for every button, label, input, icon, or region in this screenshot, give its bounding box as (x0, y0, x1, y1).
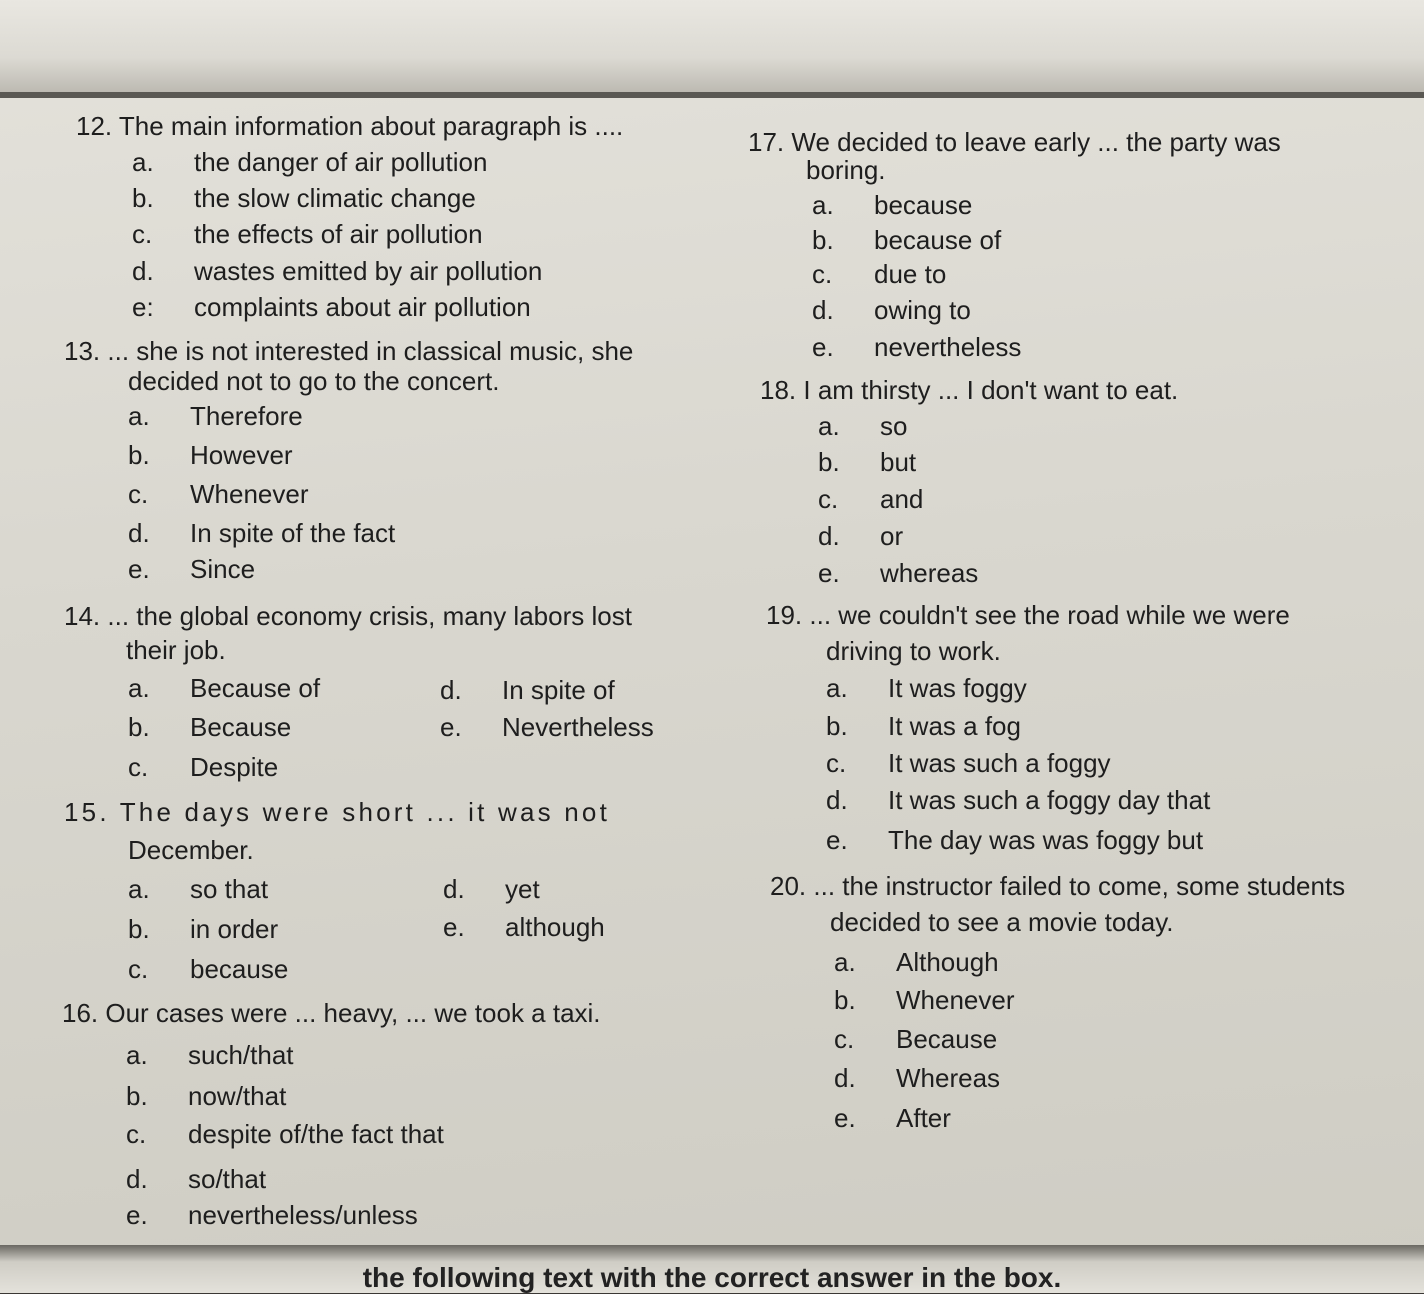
q14-option-c (128, 749, 278, 785)
q15-option-a (128, 871, 268, 907)
option-text: such/that (188, 1040, 294, 1070)
page-top-edge (0, 0, 1424, 96)
q15-option-c (128, 951, 288, 987)
q17-stem-line2: boring. (806, 155, 886, 185)
option-letter: c. (132, 219, 153, 249)
option-letter: b. (818, 447, 840, 477)
option-text: complaints about air pollution (194, 292, 531, 322)
option-text: so that (190, 874, 269, 904)
option-text: whereas (880, 558, 979, 588)
option-text: in order (190, 914, 279, 944)
q16-option-d (126, 1161, 266, 1197)
option-letter: e. (440, 712, 462, 742)
next-section-instruction: the following text with the correct answer in the box. (362, 1262, 1062, 1293)
option-letter: b. (826, 711, 848, 741)
option-letter: a. (818, 411, 840, 441)
option-text: nevertheless (874, 332, 1022, 362)
q20-option-d (834, 1060, 1000, 1096)
option-text: It was such a foggy day that (888, 785, 1211, 815)
option-letter: b. (126, 1081, 148, 1111)
q12-option-a (132, 144, 487, 180)
option-text: despite of/the fact that (188, 1119, 444, 1149)
option-text: owing to (874, 295, 971, 325)
option-text: the effects of air pollution (194, 219, 483, 249)
option-letter: c. (126, 1119, 147, 1149)
option-text: It was foggy (888, 673, 1027, 703)
option-text: Because (896, 1024, 998, 1054)
option-text: Therefore (190, 401, 303, 431)
q15-stem-line2: December. (128, 835, 254, 865)
option-letter: c. (128, 954, 149, 984)
option-letter: e. (812, 332, 834, 362)
option-text: Whereas (896, 1063, 1001, 1093)
option-letter: a. (128, 874, 150, 904)
option-letter: d. (132, 256, 154, 286)
q14-stem-line2: their job. (126, 635, 226, 665)
option-letter: a. (812, 190, 834, 220)
option-letter: a. (126, 1040, 148, 1070)
option-text: because (190, 954, 289, 984)
option-letter: a. (128, 401, 150, 431)
option-letter: a. (128, 673, 150, 703)
q13-option-c (128, 476, 309, 512)
option-text: or (880, 521, 904, 551)
q20-option-e (834, 1100, 951, 1136)
option-letter: c. (812, 259, 833, 289)
q15-option-e (443, 909, 605, 945)
option-text: the danger of air pollution (194, 147, 488, 177)
option-text: Because of (190, 673, 321, 703)
option-text: It was a fog (888, 711, 1021, 741)
q17-option-d (812, 292, 971, 328)
option-letter: b. (132, 183, 154, 213)
option-letter: e. (834, 1103, 856, 1133)
option-text: but (880, 447, 917, 477)
q15-option-b (128, 911, 278, 947)
q15-stem-line1: 15. The days were short ... it was not (64, 797, 610, 827)
option-letter: c. (826, 748, 847, 778)
q19-option-e (826, 822, 1203, 858)
option-letter: d. (443, 874, 465, 904)
q14-option-a (128, 670, 320, 706)
q20-stem-line2: decided to see a movie today. (830, 907, 1174, 937)
option-text: wastes emitted by air pollution (194, 256, 543, 286)
q13-stem-line1: 13. ... she is not interested in classical music, she (64, 336, 634, 366)
option-text: yet (505, 874, 540, 904)
option-text: due to (874, 259, 947, 289)
option-text: However (190, 440, 293, 470)
option-text: although (505, 912, 605, 942)
option-text: In spite of (502, 675, 615, 705)
option-text: Whenever (896, 985, 1015, 1015)
option-letter: b. (128, 712, 150, 742)
q20-option-c (834, 1021, 997, 1057)
option-letter: b. (128, 440, 150, 470)
option-letter: d. (128, 518, 150, 548)
q19-option-b (826, 708, 1021, 744)
q13-option-d (128, 515, 395, 551)
option-letter: d. (818, 521, 840, 551)
q19-option-d (826, 782, 1210, 818)
q16-option-b (126, 1078, 286, 1114)
option-text: Despite (190, 752, 279, 782)
q18-option-e (818, 555, 978, 591)
option-text: After (896, 1103, 951, 1133)
option-letter: b. (834, 985, 856, 1015)
q12-option-d (132, 253, 542, 289)
q13-stem-line2: decided not to go to the concert. (128, 366, 500, 396)
q18-option-d (818, 518, 903, 554)
option-text: now/that (188, 1081, 287, 1111)
option-text: Because (190, 712, 292, 742)
q14-option-d (440, 672, 615, 708)
option-letter: d. (834, 1063, 856, 1093)
q19-option-a (826, 670, 1027, 706)
option-letter: b. (812, 225, 834, 255)
option-text: Whenever (190, 479, 309, 509)
option-letter: a. (132, 147, 154, 177)
option-letter: c. (128, 479, 149, 509)
q13-option-b (128, 437, 293, 473)
q12-stem: 12. The main information about paragraph is .... (76, 111, 624, 141)
q14-option-e (440, 709, 654, 745)
option-text: so/that (188, 1164, 267, 1194)
q13-option-e (128, 551, 255, 587)
option-letter: b. (128, 914, 150, 944)
option-letter: a. (826, 673, 848, 703)
option-letter: c. (128, 752, 149, 782)
option-text: because of (874, 225, 1002, 255)
q14-option-b (128, 709, 291, 745)
q18-stem: 18. I am thirsty ... I don't want to eat. (760, 375, 1179, 405)
q17-option-e (812, 329, 1021, 365)
option-letter: e. (126, 1200, 148, 1230)
q18-option-a (818, 408, 907, 444)
q12-option-e (132, 289, 531, 325)
option-letter: e. (443, 912, 465, 942)
q19-option-c (826, 745, 1111, 781)
q17-stem-line1: 17. We decided to leave early ... the party was (748, 127, 1281, 157)
option-text: so (880, 411, 908, 441)
q18-option-b (818, 444, 916, 480)
option-text: In spite of the fact (190, 518, 396, 548)
option-text: It was such a foggy (888, 748, 1111, 778)
option-letter: d. (826, 785, 848, 815)
option-letter: d. (812, 295, 834, 325)
option-text: Since (190, 554, 256, 584)
option-letter: c. (834, 1024, 855, 1054)
q16-stem: 16. Our cases were ... heavy, ... we took a taxi. (62, 998, 601, 1028)
q20-option-a (834, 944, 999, 980)
q19-stem-line2: driving to work. (826, 636, 1001, 666)
option-text: the slow climatic change (194, 183, 476, 213)
option-letter: e. (128, 554, 150, 584)
option-text: and (880, 484, 924, 514)
option-text: Although (896, 947, 999, 977)
q17-option-c (812, 256, 946, 292)
q16-option-c (126, 1116, 444, 1152)
option-letter: d. (440, 675, 462, 705)
q17-option-a (812, 187, 972, 223)
q12-option-c (132, 216, 483, 252)
option-letter: e. (818, 558, 840, 588)
option-letter: a. (834, 947, 856, 977)
q20-option-b (834, 982, 1015, 1018)
option-letter: c. (818, 484, 839, 514)
q16-option-a (126, 1037, 294, 1073)
option-text: The day was was foggy but (888, 825, 1204, 855)
q19-stem-line1: 19. ... we couldn't see the road while we were (766, 600, 1290, 630)
q12-option-b (132, 180, 476, 216)
q15-option-d (443, 871, 540, 907)
option-text: nevertheless/unless (188, 1200, 418, 1230)
q13-option-a (128, 398, 303, 434)
q18-option-c (818, 481, 923, 517)
q16-option-e (126, 1197, 418, 1233)
option-text: Nevertheless (502, 712, 654, 742)
option-letter: e: (132, 292, 154, 322)
q20-stem-line1: 20. ... the instructor failed to come, some students (770, 871, 1346, 901)
option-letter: e. (826, 825, 848, 855)
option-letter: d. (126, 1164, 148, 1194)
q17-option-b (812, 222, 1001, 258)
option-text: because (874, 190, 973, 220)
q14-stem-line1: 14. ... the global economy crisis, many labors lost (64, 601, 632, 631)
